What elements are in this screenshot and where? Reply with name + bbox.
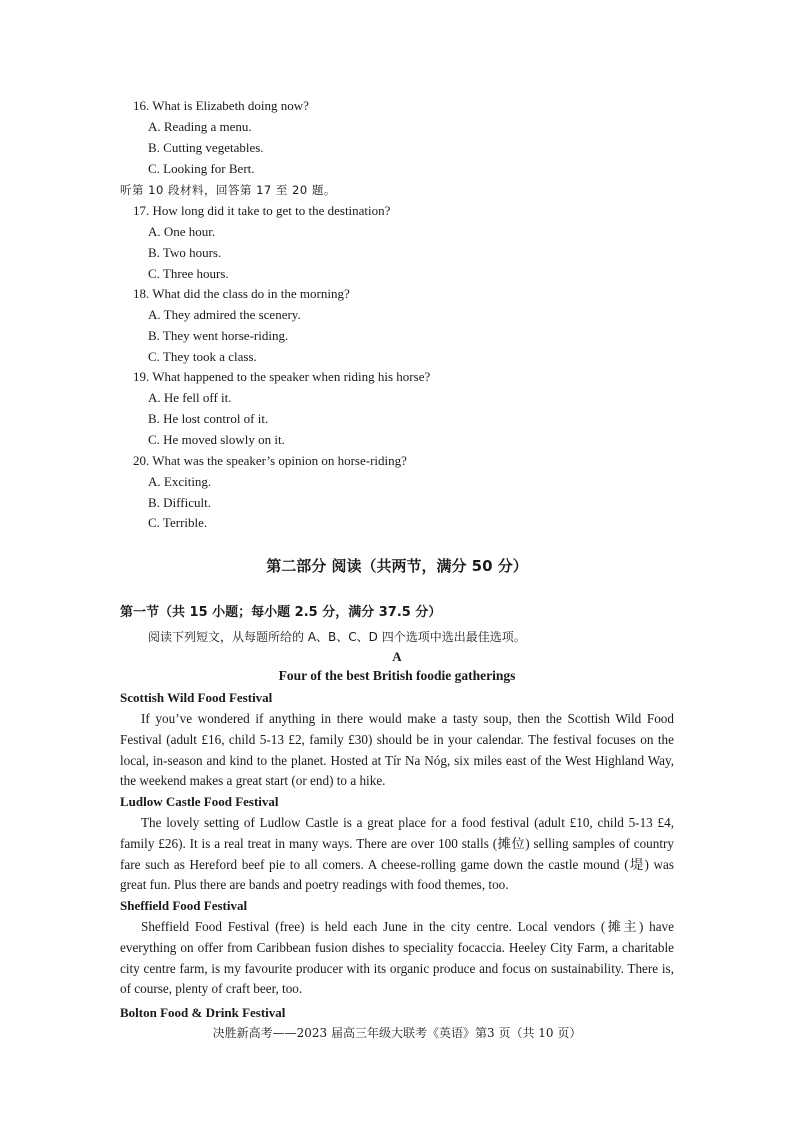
reading-instruction: 阅读下列短文，从每题所给的 A、B、C、D 四个选项中选出最佳选项。 [148, 630, 526, 644]
q19-option-b: B. He lost control of it. [148, 411, 269, 426]
q19-option-a: A. He fell off it. [148, 390, 232, 405]
question-20: 20. What was the speaker’s opinion on horse-riding? [133, 453, 407, 468]
q20-option-a: A. Exciting. [148, 474, 212, 489]
page-footer: 决胜新高考——2023 届高三年级大联考《英语》第3 页（共 10 页） [212, 1026, 582, 1040]
q16-option-c: C. Looking for Bert. [148, 161, 255, 176]
q17-option-c: C. Three hours. [148, 266, 229, 281]
q20-option-c: C. Terrible. [148, 515, 208, 530]
part-title: 第二部分 阅读（共两节，满分 50 分） [266, 557, 528, 575]
festival-paragraph: Sheffield Food Festival (free) is held each June in the city centre. Local vendors (摊主) have everything on offer from Caribbean fusion dishes to speciality focaccia. Heeley City Farm, a charitable city centre farm, is my favourite producer with its organic produce and focus on sustainability. There is, of course, plenty of craft beer, too. [120, 919, 674, 997]
passage-title: Four of the best British foodie gatherings [278, 668, 516, 683]
q16-option-b: B. Cutting vegetables. [148, 140, 264, 155]
festival-name: Bolton Food & Drink Festival [120, 1005, 286, 1020]
question-17: 17. How long did it take to get to the destination? [133, 203, 391, 218]
q18-option-b: B. They went horse-riding. [148, 328, 289, 343]
festival-name: Sheffield Food Festival [120, 898, 248, 913]
festival-paragraph: If you’ve wondered if anything in there would make a tasty soup, then the Scottish Wild Food Festival (adult £16, child 5-13 £2, family £30) should be in your calendar. The festival focuses on the local, in-season and kind to the planet. Hosted at Tír Na Nóg, six miles east of the West Highland Way, the weekend makes a great start (or end) to a hike. [120, 711, 674, 789]
q18-option-a: A. They admired the scenery. [148, 307, 301, 322]
question-19: 19. What happened to the speaker when riding his horse? [133, 369, 431, 384]
q16-option-a: A. Reading a menu. [148, 119, 252, 134]
listening-instruction: 听第 10 段材料，回答第 17 至 20 题。 [120, 183, 336, 197]
q20-option-b: B. Difficult. [148, 495, 211, 510]
festival-paragraph: The lovely setting of Ludlow Castle is a great place for a food festival (adult £10, child 5-13 £4, family £26). It is a real treat in many ways. There are over 100 stalls (摊位) selling samples of country fare such as Hereford beef pie to all comers. A cheese-rolling game down the castle mound (堤) was great fun. Plus there are bands and poetry readings with food themes, too. [120, 815, 674, 893]
q19-option-c: C. He moved slowly on it. [148, 432, 285, 447]
question-16: 16. What is Elizabeth doing now? [133, 98, 309, 113]
q17-option-a: A. One hour. [148, 224, 216, 239]
passage-letter: A [392, 649, 402, 664]
section-title: 第一节（共 15 小题；每小题 2.5 分，满分 37.5 分） [120, 605, 442, 620]
q17-option-b: B. Two hours. [148, 245, 222, 260]
festival-name: Ludlow Castle Food Festival [120, 794, 279, 809]
question-18: 18. What did the class do in the morning? [133, 286, 350, 301]
festival-name: Scottish Wild Food Festival [120, 690, 273, 705]
q18-option-c: C. They took a class. [148, 349, 257, 364]
